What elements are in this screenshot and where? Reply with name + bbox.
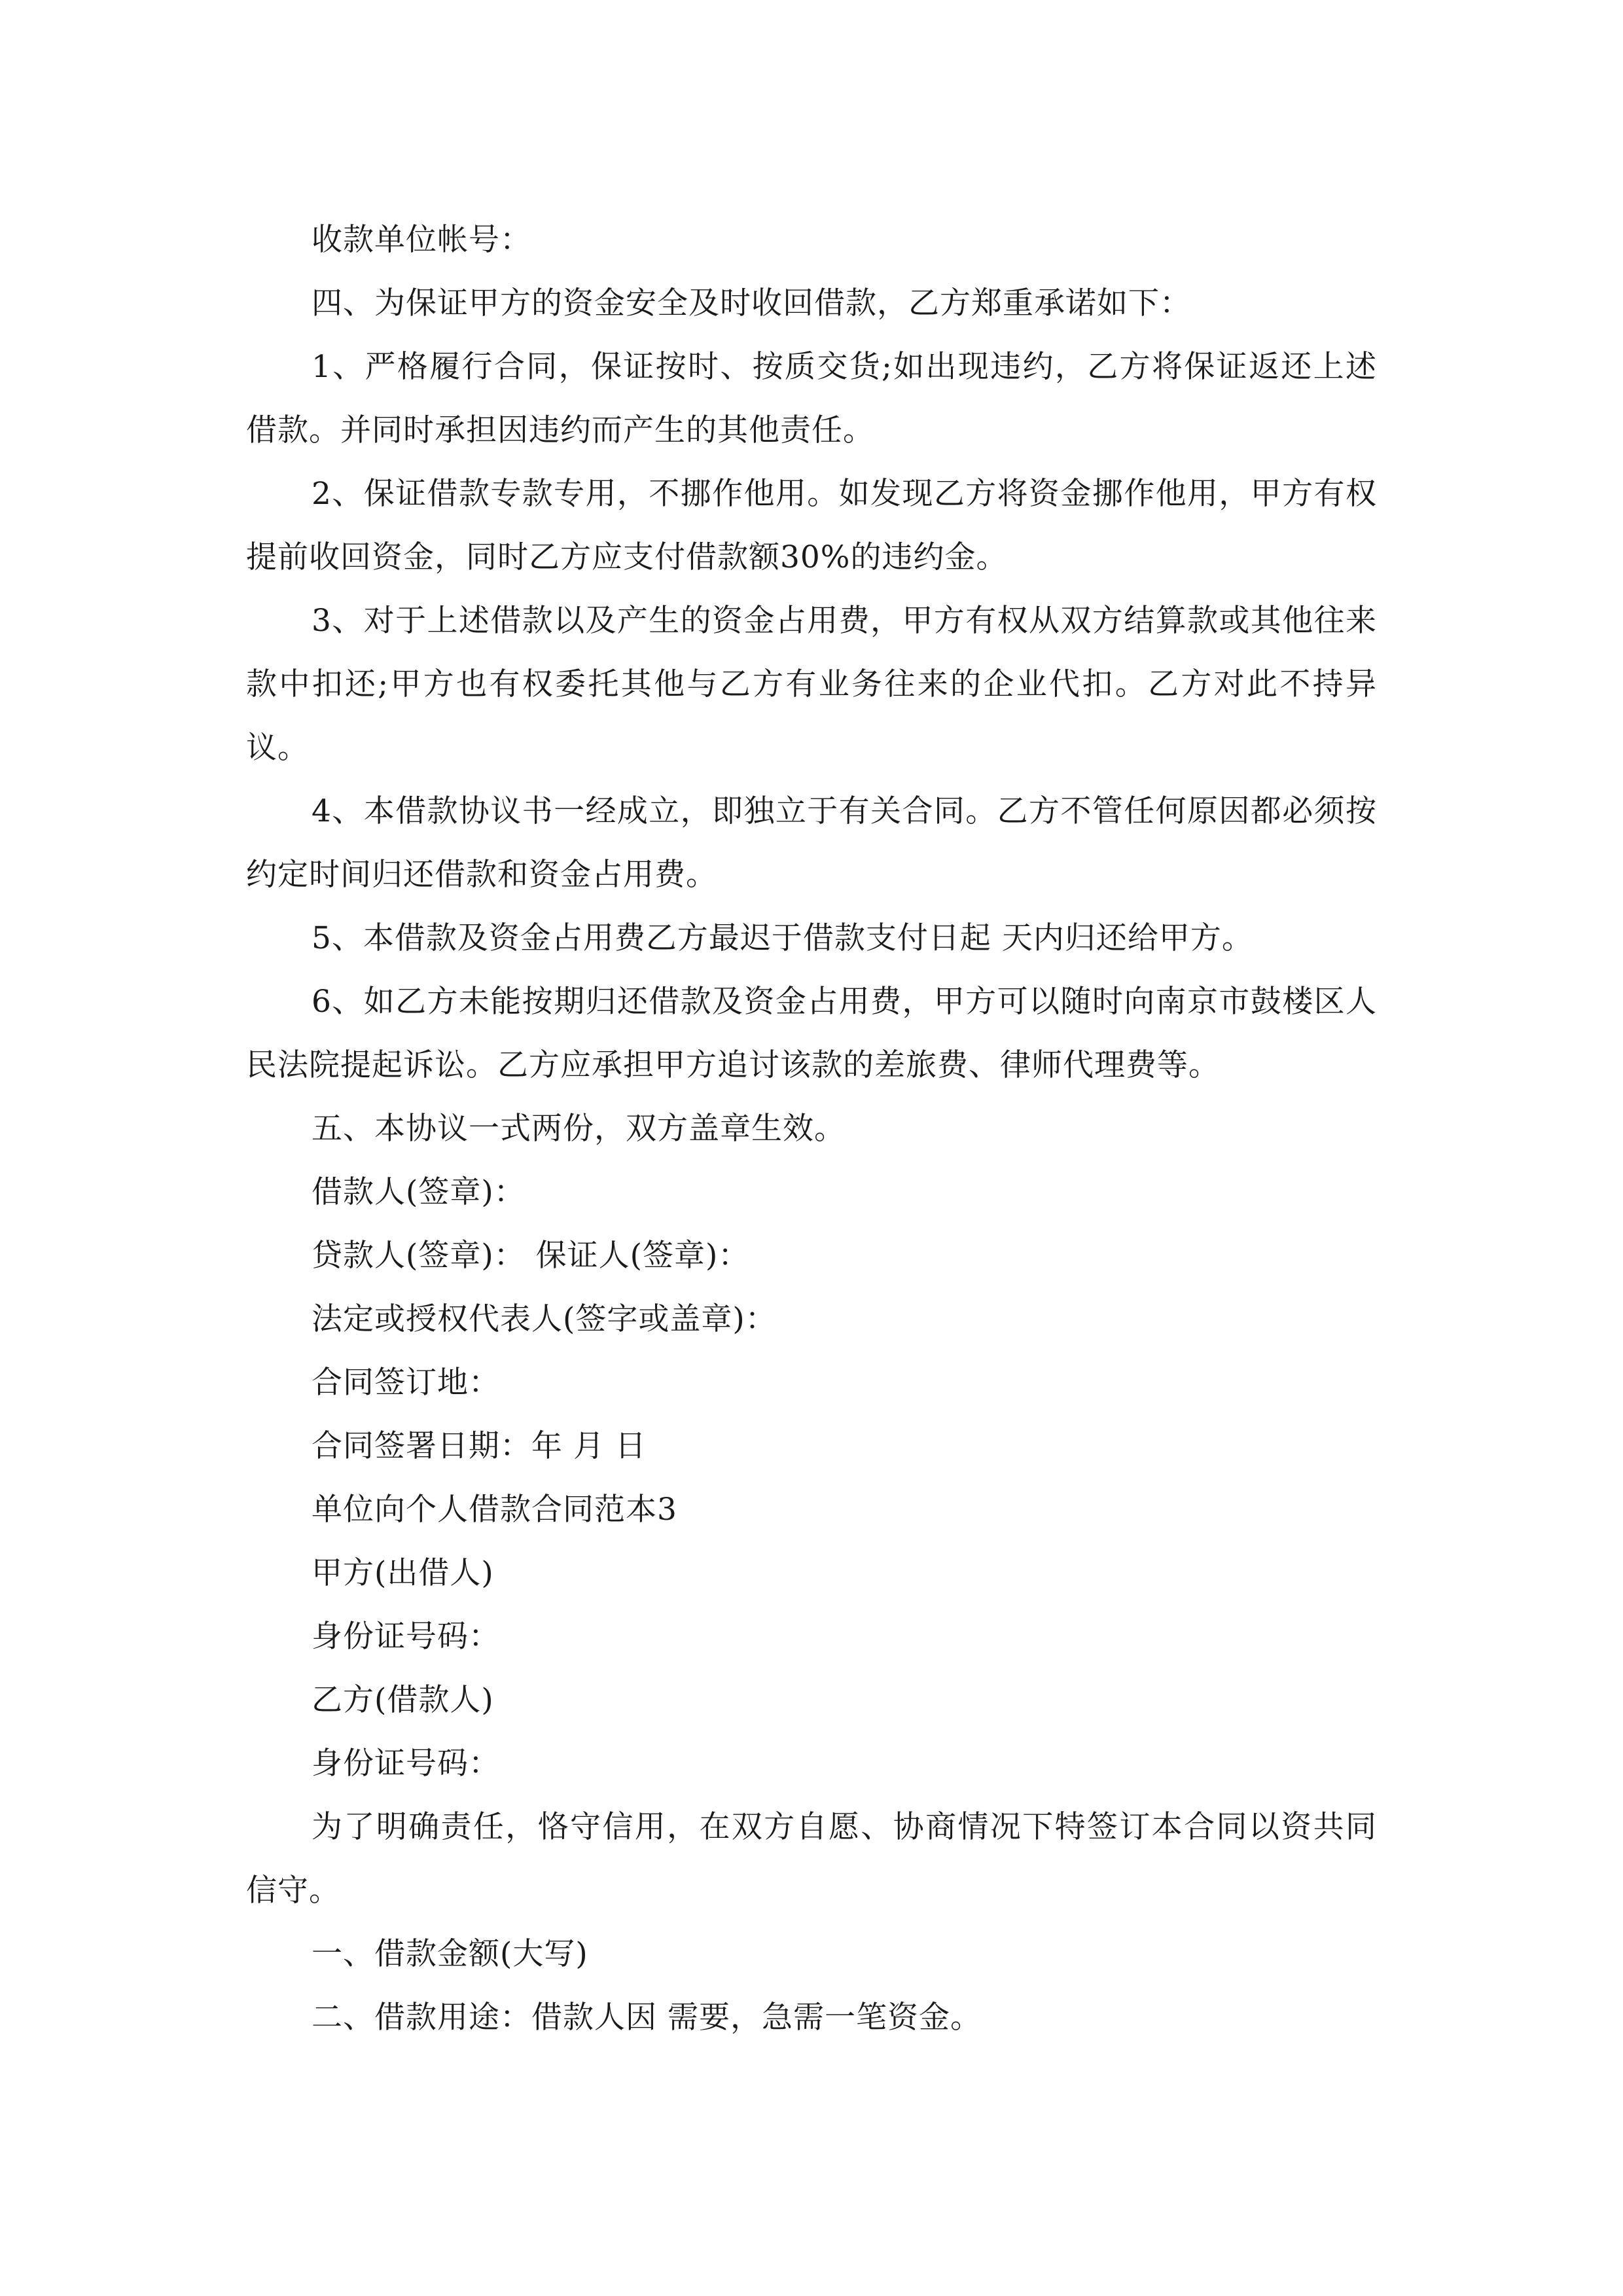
contract-signing-place: 合同签订地： <box>312 1365 500 1401</box>
document-page <box>246 208 1377 2049</box>
contract-template-title: 单位向个人借款合同范本3 <box>312 1492 677 1528</box>
party-b-label: 乙方(借款人) <box>312 1682 494 1718</box>
paragraph-account-number: 收款单位帐号： <box>312 222 531 258</box>
paragraph-clause-6: 6、如乙方未能按期归还借款及资金占用费，甲方可以随时向南京市鼓楼区人民法院提起诉讼。乙方应承担甲方追讨该款的差旅费、律师代理费等。 <box>246 984 1377 1083</box>
paragraph-clause-3: 3、对于上述借款以及产生的资金占用费，甲方有权从双方结算款或其他往来款中扣还;甲方也有权委托其他与乙方有业务往来的企业代扣。乙方对此不持异议。 <box>246 603 1377 766</box>
paragraph-clause-1: 1、严格履行合同，保证按时、按质交货;如出现违约，乙方将保证返还上述借款。并同时承担因违约而产生的其他责任。 <box>246 349 1377 448</box>
paragraph-clause-4: 4、本借款协议书一经成立，即独立于有关合同。乙方不管任何原因都必须按约定时间归还借款和资金占用费。 <box>246 793 1377 893</box>
paragraph-preamble: 为了明确责任，恪守信用，在双方自愿、协商情况下特签订本合同以资共同信守。 <box>246 1809 1377 1909</box>
paragraph-section-four: 四、为保证甲方的资金安全及时收回借款，乙方郑重承诺如下： <box>312 285 1191 321</box>
party-a-id-number: 身份证号码： <box>312 1619 500 1655</box>
signature-borrower: 借款人(签章)： <box>312 1174 526 1210</box>
paragraph-clause-5: 5、本借款及资金占用费乙方最迟于借款支付日起 天内归还给甲方。 <box>312 920 1253 956</box>
signature-representative: 法定或授权代表人(签字或盖章)： <box>312 1301 777 1337</box>
paragraph-loan-purpose: 二、借款用途：借款人因 需要，急需一笔资金。 <box>312 2000 982 2036</box>
signature-lender-guarantor: 贷款人(签章)： 保证人(签章)： <box>312 1238 750 1274</box>
paragraph-loan-amount: 一、借款金额(大写) <box>312 1936 588 1972</box>
party-a-label: 甲方(出借人) <box>312 1555 494 1591</box>
paragraph-clause-2: 2、保证借款专款专用，不挪作他用。如发现乙方将资金挪作他用，甲方有权提前收回资金，同时乙方应支付借款额30%的违约金。 <box>246 476 1377 575</box>
party-b-id-number: 身份证号码： <box>312 1746 500 1782</box>
paragraph-section-five: 五、本协议一式两份，双方盖章生效。 <box>312 1111 846 1147</box>
contract-signing-date: 合同签署日期：年 月 日 <box>312 1428 647 1464</box>
